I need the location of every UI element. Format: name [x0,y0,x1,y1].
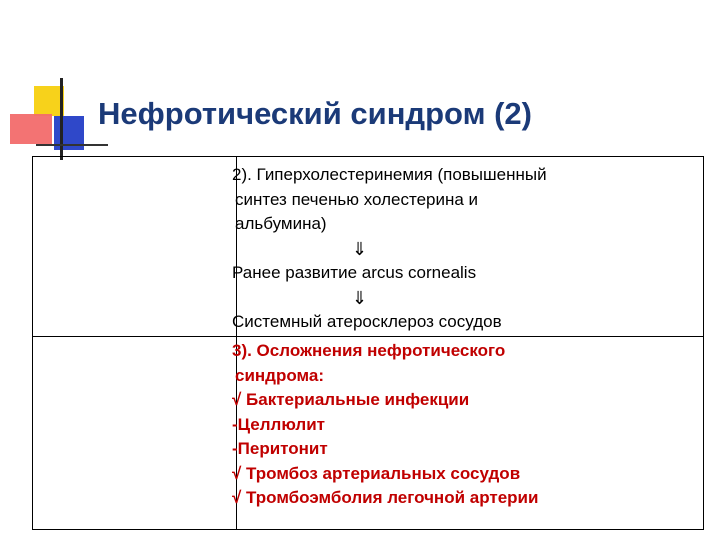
double-down-arrow-icon: ⇓ [352,287,368,308]
logo-vertical-line [60,78,63,160]
checkmark-list-item: √ Бактериальные инфекции [232,390,470,409]
cell-line: Системный атеросклероз сосудов [232,312,502,331]
double-down-arrow-icon: ⇓ [352,238,368,259]
slide-logo [8,78,108,168]
checkmark-list-item: √ Тромбоэмболия легочной артерии [232,488,539,507]
cell-line: 2). Гиперхолестеринемия (повышенный [232,165,547,184]
slide-title: Нефротический синдром (2) [98,96,532,131]
cell-line: 3). Осложнения нефротического [232,341,506,360]
logo-red-square [10,114,52,144]
table-row-divider [33,336,703,337]
table-cell-top-right [232,163,547,335]
logo-horizontal-line [36,144,108,146]
dash-list-item: -Перитонит [232,439,328,458]
checkmark-list-item: √ Тромбоз артериальных сосудов [232,463,521,483]
table-cell-bottom-right [232,339,538,511]
cell-line: альбумина) [235,214,327,233]
cell-line: Ранее развитие arcus cornealis [232,263,477,282]
cell-line: синтез печенью холестерина и [235,189,479,209]
cell-line: синдрома: [235,365,324,385]
dash-list-item: -Целлюлит [232,414,326,434]
